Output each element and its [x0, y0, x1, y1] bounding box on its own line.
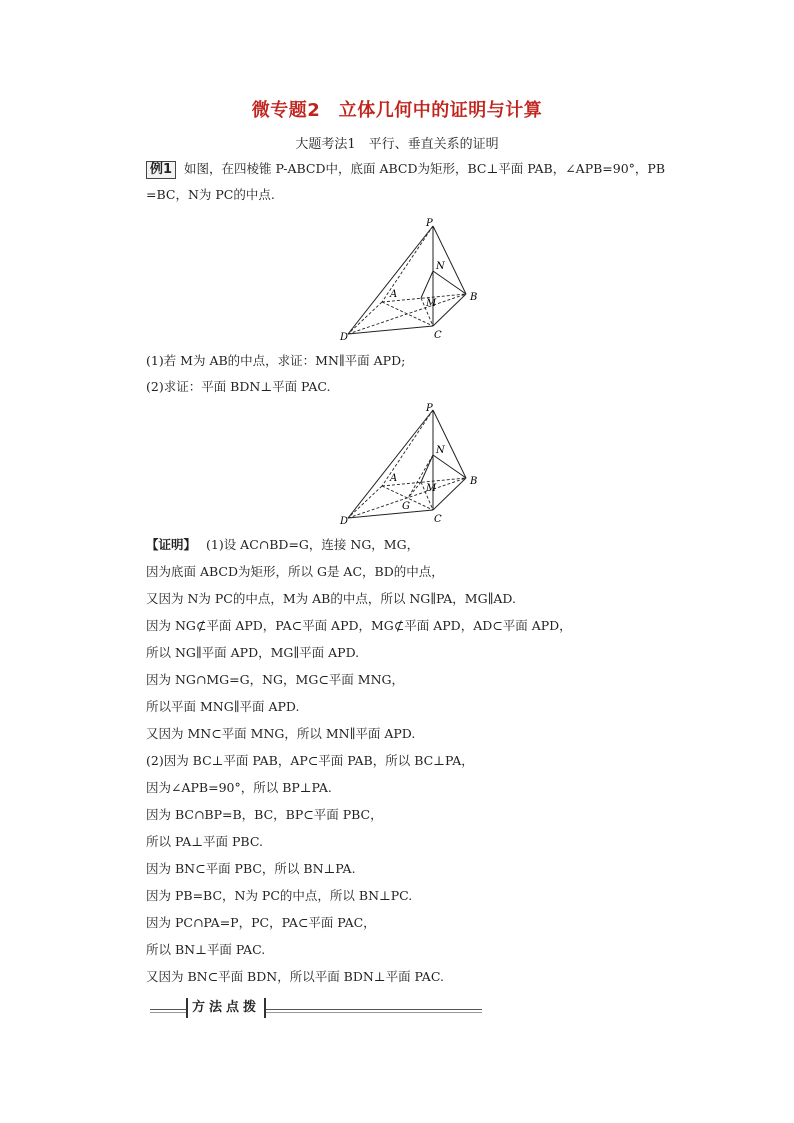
proof-line-15: 因为 PC∩PA=P，PC，PA⊂平面 PAC，	[146, 915, 376, 930]
label-G-2: G	[402, 501, 410, 512]
label-A-2: A	[390, 473, 398, 484]
question-1: (1)若 M为 AB的中点，求证：MN∥平面 APD;	[146, 353, 406, 368]
proof-tag: 【证明】	[146, 537, 197, 552]
proof-line-16: 所以 BN⊥平面 PAC.	[146, 942, 266, 957]
label-A: A	[390, 289, 398, 300]
proof-line-7: 所以平面 MNG∥平面 APD.	[146, 699, 300, 714]
page-title: 微专题2 立体几何中的证明与计算	[251, 100, 543, 121]
label-D: D	[340, 332, 349, 343]
label-N-2: N	[436, 445, 445, 456]
label-M-2: M	[426, 483, 437, 494]
method-tips-label: 方法点拨	[186, 998, 266, 1018]
label-C-2: C	[434, 514, 442, 525]
pyramid-figure-2	[338, 402, 488, 530]
proof-line-1	[146, 536, 419, 554]
proof-line-2: 因为底面 ABCD为矩形，所以 G是 AC，BD的中点，	[146, 564, 444, 579]
proof-line-6: 因为 NG∩MG=G，NG，MG⊂平面 MNG，	[146, 672, 404, 687]
proof-text-1: (1)设 AC∩BD=G，连接 NG，MG，	[206, 537, 420, 552]
proof-line-5: 所以 NG∥平面 APD，MG∥平面 APD.	[146, 645, 360, 660]
label-N: N	[436, 261, 445, 272]
example-line-1	[146, 160, 665, 179]
proof-line-3: 又因为 N为 PC的中点，M为 AB的中点，所以 NG∥PA，MG∥AD.	[146, 591, 516, 606]
proof-line-9: (2)因为 BC⊥平面 PAB，AP⊂平面 PAB，所以 BC⊥PA，	[146, 753, 474, 768]
question-2: (2)求证：平面 BDN⊥平面 PAC.	[146, 379, 331, 394]
label-M: M	[426, 298, 437, 309]
example-tag: 例1	[146, 161, 176, 179]
label-P: P	[426, 218, 433, 229]
proof-line-13: 因为 BN⊂平面 PBC，所以 BN⊥PA.	[146, 861, 356, 876]
proof-line-4: 因为 NG⊄平面 APD，PA⊂平面 APD，MG⊄平面 APD，AD⊂平面 APD，	[146, 618, 572, 633]
proof-line-12: 所以 PA⊥平面 PBC.	[146, 834, 263, 849]
proof-line-14: 因为 PB=BC，N为 PC的中点，所以 BN⊥PC.	[146, 888, 413, 903]
example-text-1: 如图，在四棱锥 P-ABCD中，底面 ABCD为矩形，BC⊥平面 PAB，∠APB=90°，PB	[184, 161, 666, 176]
label-D-2: D	[340, 516, 349, 527]
label-B: B	[470, 292, 478, 303]
section-subtitle: 大题考法1 平行、垂直关系的证明	[295, 137, 499, 152]
label-P-2: P	[426, 403, 433, 414]
proof-line-11: 因为 BC∩BP=B，BC，BP⊂平面 PBC，	[146, 807, 383, 822]
method-tips-bar	[150, 998, 482, 1018]
proof-line-10: 因为∠APB=90°，所以 BP⊥PA.	[146, 780, 332, 795]
proof-line-8: 又因为 MN⊂平面 MNG，所以 MN∥平面 APD.	[146, 726, 416, 741]
pyramid-figure-1	[338, 216, 488, 346]
label-B-2: B	[470, 476, 478, 487]
example-line-2: =BC，N为 PC的中点.	[146, 187, 275, 202]
proof-line-17: 又因为 BN⊂平面 BDN，所以平面 BDN⊥平面 PAC.	[146, 969, 444, 984]
label-C: C	[434, 330, 442, 341]
